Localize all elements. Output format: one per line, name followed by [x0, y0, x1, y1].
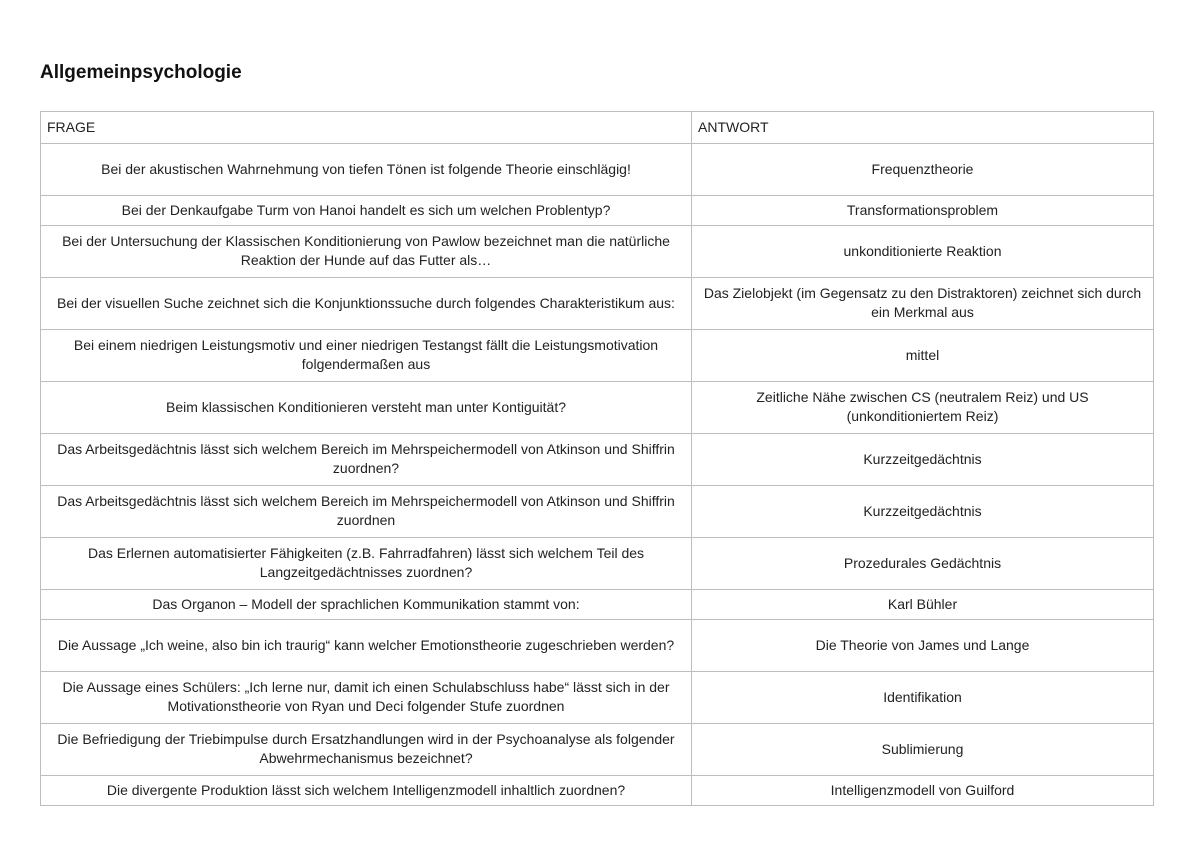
table-row	[41, 538, 1154, 590]
answer-cell: Intelligenzmodell von Guilford	[692, 776, 1154, 806]
question-cell: Die Aussage eines Schülers: „Ich lerne nur, damit ich einen Schulabschluss habe“ lässt sich in der Motivationstheorie von Ryan und Deci folgender Stufe zuordnen	[41, 672, 692, 724]
table-row	[41, 486, 1154, 538]
table-row	[41, 226, 1154, 278]
table-row	[41, 590, 1154, 620]
answer-cell: Die Theorie von James und Lange	[692, 620, 1154, 672]
question-cell: Das Erlernen automatisierter Fähigkeiten (z.B. Fahrradfahren) lässt sich welchem Teil des Langzeitgedächtnisses zuordnen?	[41, 538, 692, 590]
table-row	[41, 144, 1154, 196]
table-row	[41, 196, 1154, 226]
answer-cell: Prozedurales Gedächtnis	[692, 538, 1154, 590]
question-cell: Bei der Untersuchung der Klassischen Konditionierung von Pawlow bezeichnet man die natürliche Reaktion der Hunde auf das Futter als…	[41, 226, 692, 278]
question-cell: Bei der Denkaufgabe Turm von Hanoi handelt es sich um welchen Problentyp?	[41, 196, 692, 226]
table-header-row	[41, 112, 1154, 144]
answer-cell: unkonditionierte Reaktion	[692, 226, 1154, 278]
question-cell: Die Aussage „Ich weine, also bin ich traurig“ kann welcher Emotionstheorie zugeschrieben werden?	[41, 620, 692, 672]
answer-cell: Kurzzeitgedächtnis	[692, 486, 1154, 538]
page-title: Allgemeinpsychologie	[40, 62, 242, 83]
table-row	[41, 278, 1154, 330]
question-cell: Das Arbeitsgedächtnis lässt sich welchem Bereich im Mehrspeichermodell von Atkinson und Shiffrin zuordnen?	[41, 434, 692, 486]
question-cell: Bei einem niedrigen Leistungsmotiv und einer niedrigen Testangst fällt die Leistungsmotivation folgendermaßen aus	[41, 330, 692, 382]
table-row	[41, 776, 1154, 806]
question-cell: Das Organon – Modell der sprachlichen Kommunikation stammt von:	[41, 590, 692, 620]
answer-cell: Das Zielobjekt (im Gegensatz zu den Distraktoren) zeichnet sich durch ein Merkmal aus	[692, 278, 1154, 330]
answer-cell: Identifikation	[692, 672, 1154, 724]
table-row	[41, 724, 1154, 776]
question-cell: Das Arbeitsgedächtnis lässt sich welchem Bereich im Mehrspeichermodell von Atkinson und Shiffrin zuordnen	[41, 486, 692, 538]
table-row	[41, 382, 1154, 434]
answer-cell: Kurzzeitgedächtnis	[692, 434, 1154, 486]
question-cell: Die Befriedigung der Triebimpulse durch Ersatzhandlungen wird in der Psychoanalyse als folgender Abwehrmechanismus bezeichnet?	[41, 724, 692, 776]
table-row	[41, 620, 1154, 672]
column-header-antwort: ANTWORT	[692, 112, 1154, 144]
answer-cell: Sublimierung	[692, 724, 1154, 776]
table-row	[41, 330, 1154, 382]
table-row	[41, 672, 1154, 724]
question-cell: Die divergente Produktion lässt sich welchem Intelligenzmodell inhaltlich zuordnen?	[41, 776, 692, 806]
answer-cell: Transformationsproblem	[692, 196, 1154, 226]
answer-cell: Zeitliche Nähe zwischen CS (neutralem Reiz) und US (unkonditioniertem Reiz)	[692, 382, 1154, 434]
qa-table	[40, 111, 1154, 806]
answer-cell: mittel	[692, 330, 1154, 382]
question-cell: Bei der visuellen Suche zeichnet sich die Konjunktionssuche durch folgendes Charakteristikum aus:	[41, 278, 692, 330]
question-cell: Bei der akustischen Wahrnehmung von tiefen Tönen ist folgende Theorie einschlägig!	[41, 144, 692, 196]
question-cell: Beim klassischen Konditionieren versteht man unter Kontiguität?	[41, 382, 692, 434]
column-header-frage: FRAGE	[41, 112, 692, 144]
answer-cell: Karl Bühler	[692, 590, 1154, 620]
answer-cell: Frequenztheorie	[692, 144, 1154, 196]
table-row	[41, 434, 1154, 486]
